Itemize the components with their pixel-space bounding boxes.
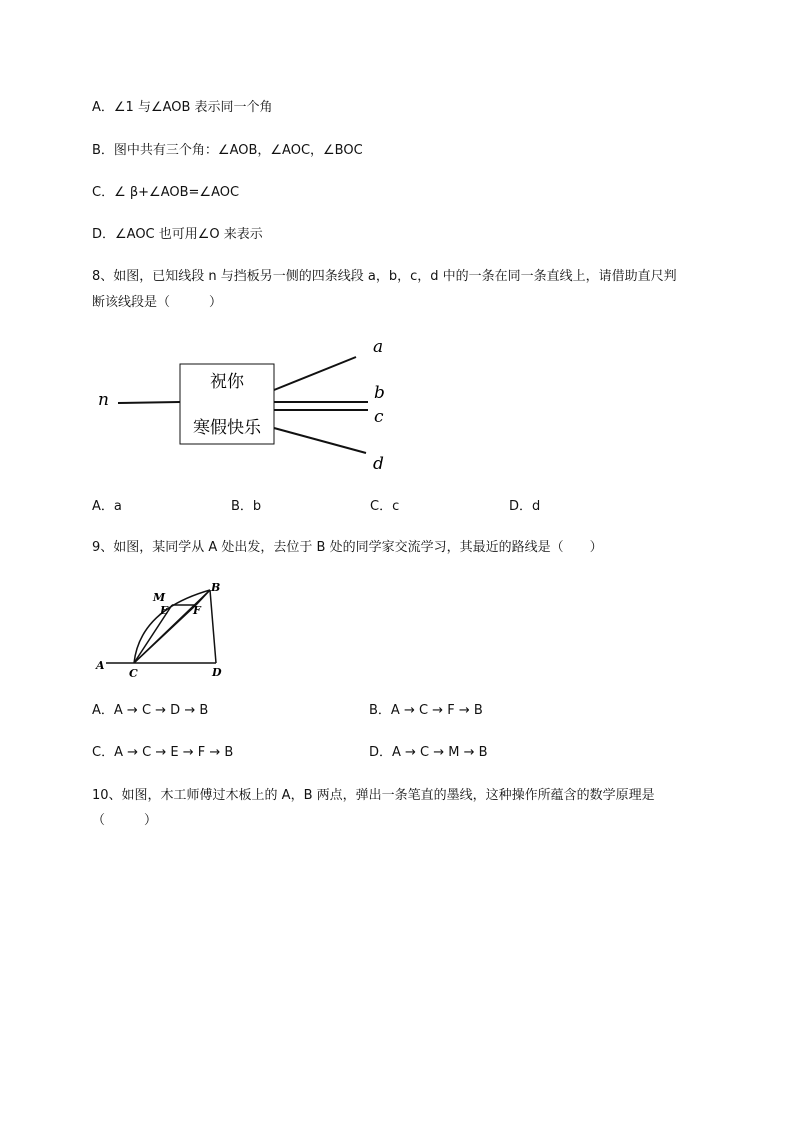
q8-option-a: A．a bbox=[92, 499, 122, 514]
label-E: E bbox=[160, 604, 169, 617]
q9-option-c: C．A → C → E → F → B bbox=[92, 745, 234, 760]
label-F: F bbox=[193, 604, 201, 617]
q8-option-c: C．c bbox=[370, 499, 400, 514]
q8-figure bbox=[90, 330, 400, 480]
q9-option-a: A．A → C → D → B bbox=[92, 703, 209, 718]
q8-option-d: D．d bbox=[509, 499, 541, 514]
label-C: C bbox=[129, 667, 138, 680]
q8-stem-line2: 断该线段是（ ） bbox=[92, 295, 223, 310]
label-c: c bbox=[374, 407, 384, 427]
label-M: M bbox=[153, 591, 166, 604]
q10-stem-line1: 10、如图，木工师傅过木板上的 A，B 两点，弹出一条笔直的墨线，这种操作所蕴含的数学原理是 bbox=[92, 788, 655, 803]
q8-stem-line1: 8、如图，已知线段 n 与挡板另一侧的四条线段 a，b，c，d 中的一条在同一条直线上，请借助直尺判 bbox=[92, 269, 677, 284]
box-text-top: 祝你 bbox=[210, 372, 244, 392]
label-B: B bbox=[211, 581, 221, 594]
label-n: n bbox=[98, 390, 109, 410]
q9-stem: 9、如图，某同学从 A 处出发，去位于 B 处的同学家交流学习，其最近的路线是（ ） bbox=[92, 540, 603, 555]
segment-n bbox=[118, 402, 180, 403]
path-d-b bbox=[210, 590, 216, 663]
segment-a bbox=[274, 357, 356, 390]
q7-option-a: A．∠1 与∠AOB 表示同一个角 bbox=[92, 100, 273, 115]
q7-option-d: D．∠AOC 也可用∠O 来表示 bbox=[92, 227, 263, 242]
label-b: b bbox=[374, 383, 385, 403]
q8-option-b: B．b bbox=[231, 499, 262, 514]
label-d: d bbox=[373, 454, 384, 474]
label-D: D bbox=[212, 666, 222, 679]
segment-d bbox=[274, 428, 366, 453]
box-text-bottom: 寒假快乐 bbox=[193, 418, 261, 438]
q10-stem-line2: （ ） bbox=[92, 813, 158, 828]
q7-option-c: C．∠ β+∠AOB=∠AOC bbox=[92, 185, 240, 200]
label-a: a bbox=[373, 337, 384, 357]
q9-figure bbox=[92, 580, 232, 680]
q9-option-d: D．A → C → M → B bbox=[369, 745, 488, 760]
label-A: A bbox=[96, 659, 105, 672]
q9-option-b: B．A → C → F → B bbox=[369, 703, 483, 718]
q7-option-b: B．图中共有三个角：∠AOB，∠AOC，∠BOC bbox=[92, 143, 363, 158]
